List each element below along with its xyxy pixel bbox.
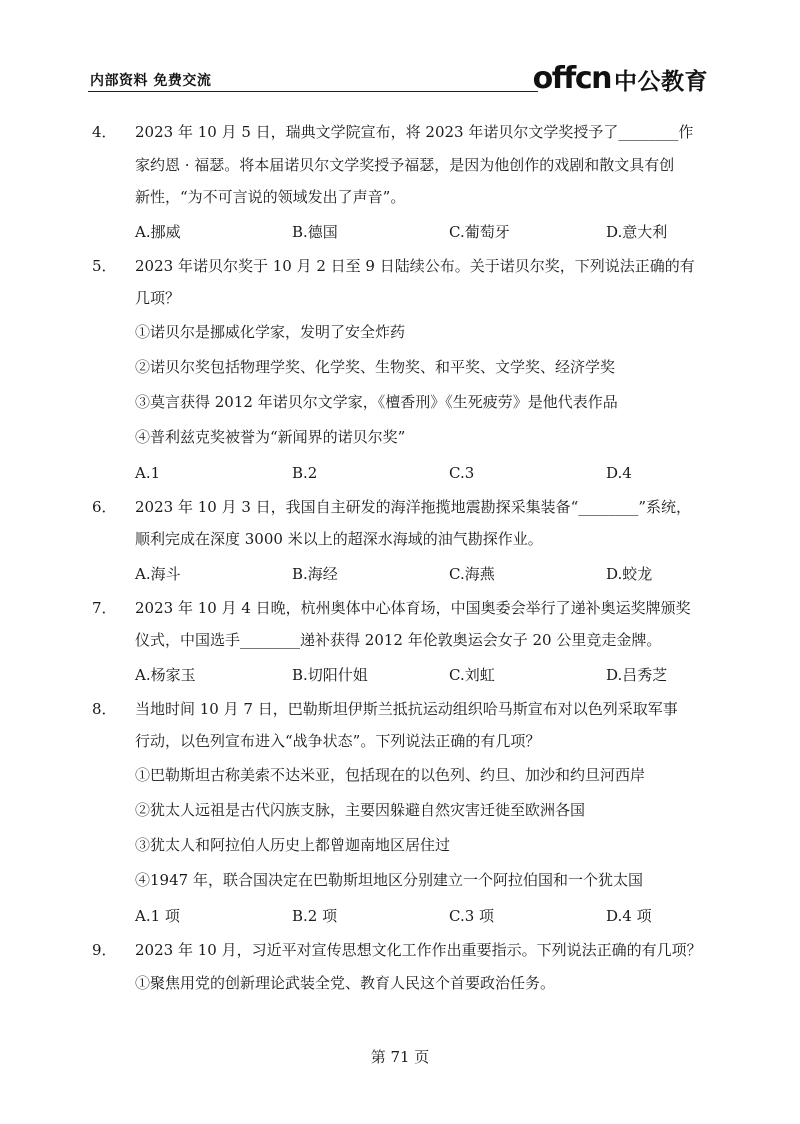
question-number: 8． [92, 699, 117, 718]
option-b: B.海经 [292, 564, 338, 583]
option-b: B.德国 [292, 222, 338, 241]
question-text-line [92, 149, 704, 182]
options-row [92, 657, 704, 693]
question-number: 6． [92, 497, 117, 516]
statement-item: ③莫言获得 2012 年诺贝尔文学家，《檀香刑》《生死疲劳》是他代表作品 [135, 392, 618, 411]
question-text: 新性，“为不可言说的领域发出了声音”。 [135, 188, 406, 206]
question-text: 2023 年 10 月 3 日，我国自主研发的海洋拖揽地震勘探采集装备“________”系统， [135, 497, 691, 516]
option-a: A.杨家玉 [135, 665, 196, 684]
question-text-line [92, 592, 704, 625]
question-text: 2023 年 10 月 4 日晚，杭州奥体中心体育场，中国奥委会举行了递补奥运奖牌颁奖 [135, 598, 691, 617]
statement-item: ②犹太人远祖是古代闪族支脉，主要因躲避自然灾害迁徙至欧洲各国 [135, 800, 586, 819]
question-text: 顺利完成在深度 3000 米以上的超深水海域的油气勘探作业。 [135, 530, 543, 548]
statement-item: ④普利兹克奖被誉为“新闻界的诺贝尔奖” [135, 427, 406, 446]
question-text-line [92, 523, 704, 556]
question-number: 4． [92, 123, 117, 141]
question-number: 9． [92, 940, 117, 959]
option-c: C.3 [449, 463, 475, 482]
question-text-line [92, 116, 704, 149]
question-list [92, 116, 704, 1001]
option-a: A.海斗 [135, 564, 181, 583]
option-a: A.挪威 [135, 222, 181, 241]
question-text: 行动，以色列宣布进入“战争状态”。下列说法正确的有几项？ [135, 732, 541, 750]
statement-item: ①聚焦用党的创新理论武装全党、教育人民这个首要政治任务。 [135, 974, 556, 992]
question-number: 5． [92, 256, 117, 275]
option-d: D.蛟龙 [606, 564, 653, 583]
statement-item: ①巴勒斯坦古称美索不达米亚，包括现在的以色列、约旦、加沙和约旦河西岸 [135, 765, 646, 784]
logo-chinese-text: 中公教育 [614, 68, 708, 95]
question-text-line [92, 282, 704, 315]
option-d: D.4 项 [606, 906, 652, 925]
question-text: 2023 年 10 月 5 日，瑞典文学院宣布，将 2023 年诺贝尔文学奖授予了________作 [135, 123, 694, 141]
option-c: C.3 项 [449, 906, 495, 925]
question-text-line [92, 181, 704, 214]
question-block [92, 116, 704, 250]
page-header [88, 62, 708, 96]
options-row [92, 556, 704, 592]
option-c: C.葡萄牙 [449, 222, 510, 241]
option-a: A.1 项 [135, 906, 180, 925]
question-block [92, 934, 704, 1002]
question-text: 2023 年 10 月，习近平对宣传思想文化工作作出重要指示。下列说法正确的有几项？ [135, 940, 702, 959]
question-text-line [92, 491, 704, 524]
question-number: 7． [92, 598, 117, 617]
logo-latin-text: offcn [532, 61, 611, 96]
statement-item: ④1947 年，联合国决定在巴勒斯坦地区分别建立一个阿拉伯国和一个犹太国 [135, 870, 643, 889]
question-text: 当地时间 10 月 7 日，巴勒斯坦伊斯兰抵抗运动组织哈马斯宣布对以色列采取军事 [135, 699, 678, 718]
option-b: B.2 项 [292, 906, 338, 925]
question-text-line [92, 725, 704, 758]
question-text: 几项？ [135, 289, 181, 307]
option-c: C.刘虹 [449, 665, 495, 684]
page-number: 第 71 页 [370, 1048, 430, 1066]
question-text-line [92, 934, 704, 967]
question-block [92, 592, 704, 693]
options-row [92, 214, 704, 250]
option-d: D.意大利 [606, 222, 668, 241]
options-row [92, 455, 704, 491]
question-text-line [92, 250, 704, 283]
option-c: C.海燕 [449, 564, 495, 583]
question-text: 2023 年诺贝尔奖于 10 月 2 日至 9 日陆续公布。关于诺贝尔奖，下列说法正确的有 [135, 256, 695, 275]
question-block [92, 491, 704, 592]
question-text: 家约恩 · 福瑟。将本届诺贝尔文学奖授予福瑟，是因为他创作的戏剧和散文具有创 [135, 155, 675, 174]
statement-item: ②诺贝尔奖包括物理学奖、化学奖、生物奖、和平奖、文学奖、经济学奖 [135, 357, 616, 376]
options-row [92, 898, 704, 934]
option-b: B.2 [292, 463, 318, 482]
option-b: B.切阳什姐 [292, 665, 368, 684]
header-label: 内部资料 免费交流 [90, 73, 212, 89]
header-rule [88, 91, 538, 92]
question-text-line [92, 693, 704, 726]
offcn-logo [533, 62, 708, 96]
question-text: 仪式，中国选手________递补获得 2012 年伦敦奥运会女子 20 公里竞走金牌。 [135, 631, 662, 649]
option-a: A.1 [135, 463, 161, 482]
question-text-line [92, 624, 704, 657]
question-block [92, 693, 704, 934]
statement-item: ①诺贝尔是挪威化学家，发明了安全炸药 [135, 322, 406, 341]
option-d: D.4 [606, 463, 632, 482]
option-d: D.吕秀芝 [606, 665, 668, 684]
question-block [92, 250, 704, 491]
statement-item: ③犹太人和阿拉伯人历史上都曾迦南地区居住过 [135, 835, 451, 854]
